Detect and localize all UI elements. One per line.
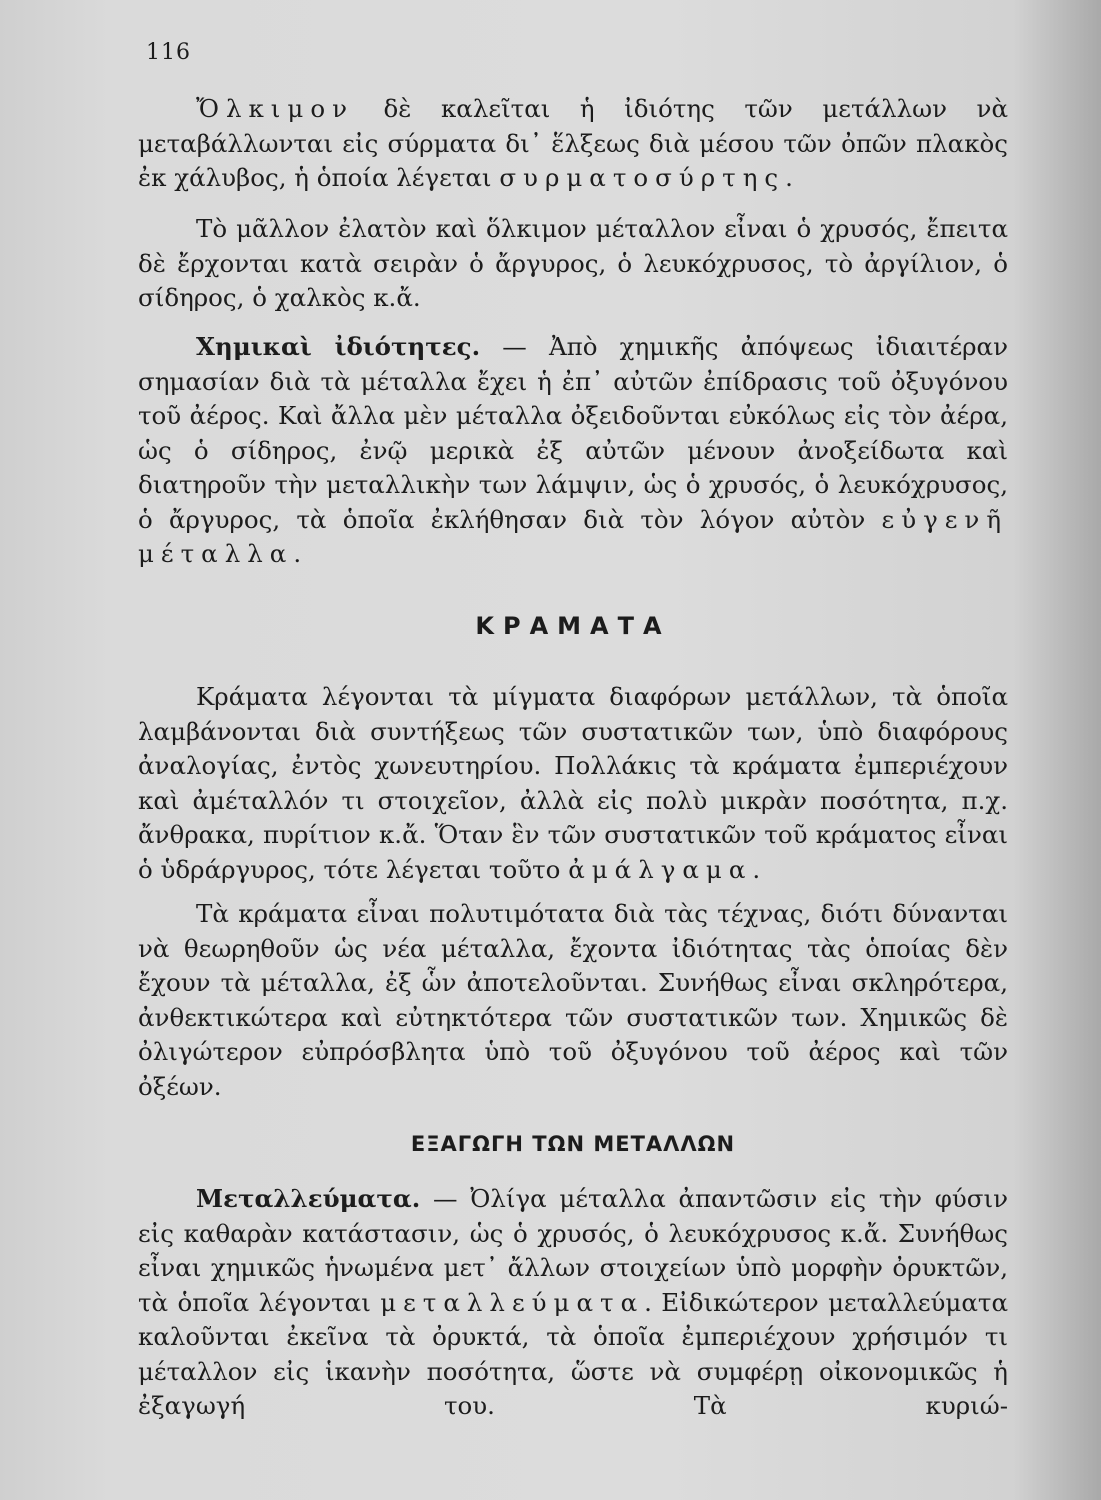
heading-ores: Μεταλλεύματα. [196,1184,421,1213]
section-heading-alloys: ΚΡΑΜΑΤΑ [475,612,671,640]
term-ores: μεταλλεύματα [380,1287,645,1317]
paragraph-malleable-metals: Τὸ μᾶλλον ἐλατὸν καὶ ὅλκιμον μέταλλον εἶναι ὁ χρυσός, ἔπειτα δὲ ἔρχονται κατὰ σειρὰν ὁ ἄργυρος, ὁ λευκόχρυσος, τὸ ἀργίλιον, ὁ σίδηρος, ὁ χαλκὸς κ.ἄ. [138,214,1008,312]
term-amalgam: ἀμάλγαμα [568,854,753,884]
paragraph-alloys-definition: Κράματα λέγονται τὰ μίγματα διαφόρων μετάλλων, τὰ ὁποῖα λαμβάνονται διὰ συντήξεως τῶν συστατικῶν των, ὑπὸ διαφόρους ἀναλογίας, ἐντὸς χωνευτηρίου. Πολλάκις τὰ κράματα ἐμπεριέχουν καὶ ἀμέταλλόν τι στοιχεῖον, ἀλλὰ εἰς πολὺ μικρὰν ποσότητα, π.χ. ἄνθρακα, πυρίτιον κ.ἄ. Ὅταν ἓν τῶν συστατικῶν τοῦ κράματος εἶναι ὁ ὑδράργυρος, τότε λέγεται τοῦτο ἀμάλγαμα. [138,682,1008,884]
term-wire-drawer: συρματοσύρτης [499,163,786,192]
term-noble-metals: εὐγενῆ μέταλλα [138,504,1008,568]
paragraph-chemical-properties: Χημικαὶ ἰδιότητες. — Ἀπὸ χημικῆς ἀπόψεως ἰδιαιτέραν σημασίαν διὰ τὰ μέταλλα ἔχει ἡ ἐπ᾽ αὐτῶν ἐπίδρασις τοῦ ὀξυγόνου τοῦ ἀέρος. Καὶ ἄλλα μὲν μέταλλα ὀξειδοῦνται εὐκόλως εἰς τὸν ἀέρα, ὡς ὁ σίδηρος, ἐνῷ μερικὰ ἐξ αὐτῶν μένουν ἀνοξείδωτα καὶ διατηροῦν τὴν μεταλλικὴν των λάμψιν, ὡς ὁ χρυσός, ὁ λευκόχρυσος, ὁ ἄργυρος, τὰ ὁποῖα ἐκλήθησαν διὰ τὸν λόγον αὐτὸν εὐγενῆ μέταλλα. [138,332,1008,568]
heading-chemical-properties: Χημικαὶ ἰδιότητες. [196,332,481,361]
page-number: 116 [146,40,191,65]
paragraph-alloys-value: Τὰ κράματα εἶναι πολυτιμότατα διὰ τὰς τέχνας, διότι δύνανται νὰ θεωρηθοῦν ὡς νέα μέταλλα, ἔχοντα ἰδιότητας τὰς ὁποίας δὲν ἔχουν τὰ μέταλλα, ἐξ ὧν ἀποτελοῦνται. Συνήθως εἶναι σκληρότερα, ἀνθεκτικώτερα καὶ εὐτηκτότερα τῶν συστατικῶν των. Χημικῶς δὲ ὀλιγώτερον εὐπρόσβλητα ὑπὸ τοῦ ὀξυγόνου τοῦ ἀέρος καὶ τῶν ὀξέων. [138,899,1008,1101]
section-heading-metal-extraction: ΕΞΑΓΩΓΗ ΤΩΝ ΜΕΤΑΛΛΩΝ [410,1132,736,1156]
term-ductile: Ὄλκιμον [196,94,354,123]
paragraph-ores: Μεταλλεύματα. — Ὀλίγα μέταλλα ἀπαντῶσιν εἰς τὴν φύσιν εἰς καθαρὰν κατάστασιν, ὡς ὁ χρυσός, ὁ λευκόχρυσος κ.ἄ. Συνήθως εἶναι χημικῶς ἡνωμένα μετ᾽ ἄλλων στοιχείων ὑπὸ μορφὴν ὀρυκτῶν, τὰ ὁποῖα λέγονται μεταλλεύματα. Εἰδικώτερον μεταλλεύματα καλοῦνται ἐκεῖνα τὰ ὀρυκτά, τὰ ὁποῖα ἐμπεριέχουν χρήσιμόν τι μέταλλον εἰς ἱκανὴν ποσότητα, ὥστε νὰ συμφέρῃ οἰκονομικῶς ἡ ἐξαγωγή του. Τὰ κυριώ- [138,1184,1008,1420]
paragraph-ductility: Ὄλκιμον δὲ καλεῖται ἡ ἰδιότης τῶν μετάλλων νὰ μεταβάλλωνται εἰς σύρματα δι᾽ ἕλξεως διὰ μέσου τῶν ὀπῶν πλακὸς ἐκ χάλυβος, ἡ ὁποία λέγεται συρματοσύρτης. [138,94,1008,192]
